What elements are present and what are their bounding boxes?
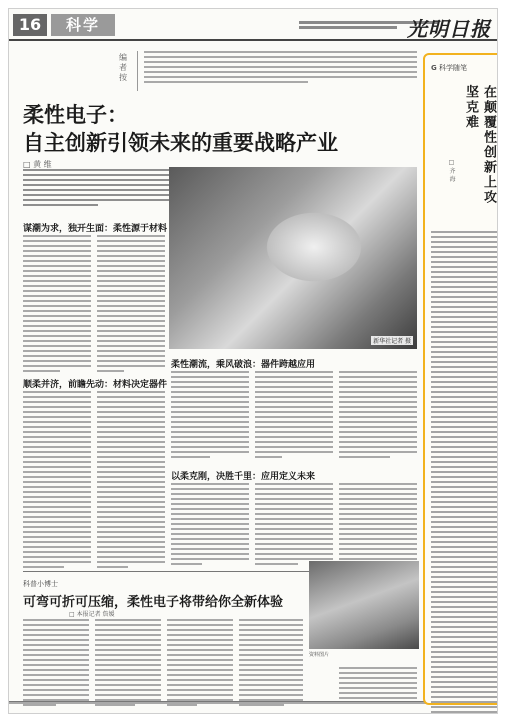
editor-note-label: 编者按 bbox=[119, 53, 127, 82]
article-column bbox=[167, 619, 233, 709]
article-column bbox=[23, 235, 91, 375]
highlighted-sidebar-column[interactable] bbox=[423, 53, 498, 705]
page-number: 16 bbox=[13, 14, 47, 36]
column-byline: □ 本报记者 詹媛 bbox=[69, 611, 115, 618]
sidebar-byline: □ 齐 海 bbox=[448, 159, 455, 182]
photo-subject bbox=[259, 207, 369, 287]
column-tag: 科普小博士 bbox=[23, 580, 58, 588]
editor-note-text bbox=[137, 51, 417, 91]
article-column bbox=[239, 619, 303, 709]
column-headline: 可弯可折可压缩，柔性电子将带给你全新体验 bbox=[23, 595, 284, 610]
main-headline-line2: 自主创新引领未来的重要战略产业 bbox=[23, 130, 338, 155]
masthead-logo: 光明日报 bbox=[407, 17, 491, 41]
article-column bbox=[95, 619, 161, 709]
sidebar-tag: G 科学随笔 bbox=[431, 64, 467, 72]
sidebar-headline: 在颠覆性创新上攻坚克难 bbox=[463, 85, 496, 205]
column-photo bbox=[309, 561, 419, 649]
subhead-1: 谋潮为求，独开生面：柔性源于材料 bbox=[23, 224, 168, 234]
article-column bbox=[171, 371, 249, 461]
newspaper-page bbox=[8, 8, 498, 714]
article-column bbox=[23, 391, 91, 571]
article-column bbox=[171, 483, 249, 568]
main-headline-line1: 柔性电子： bbox=[23, 102, 128, 127]
lead-photo-caption: 新华社记者 摄 bbox=[373, 338, 411, 345]
page-header bbox=[9, 9, 498, 41]
column-photo-caption: 资料图片 bbox=[309, 652, 330, 658]
article-column bbox=[339, 371, 417, 461]
subhead-4: 以柔克刚，决胜千里：应用定义未来 bbox=[171, 472, 316, 482]
article-column bbox=[339, 483, 417, 568]
article-column bbox=[255, 371, 333, 461]
main-byline: □ 黄 维 bbox=[23, 160, 52, 169]
article-column bbox=[23, 619, 89, 709]
article-column bbox=[97, 235, 165, 375]
subhead-2: 顺柔并济，前瞻先动：材料决定器件 bbox=[23, 380, 168, 390]
main-headline bbox=[23, 101, 338, 157]
sidebar-body bbox=[431, 231, 498, 714]
article-column bbox=[255, 483, 333, 568]
article-column bbox=[97, 391, 165, 571]
section-name: 科学 bbox=[51, 14, 115, 36]
lead-photo bbox=[169, 167, 417, 349]
main-lede bbox=[23, 169, 173, 215]
sidebar-tag-label: 科学随笔 bbox=[438, 64, 467, 72]
subhead-3: 柔性潮流，乘风破浪：器件跨越应用 bbox=[171, 360, 316, 370]
